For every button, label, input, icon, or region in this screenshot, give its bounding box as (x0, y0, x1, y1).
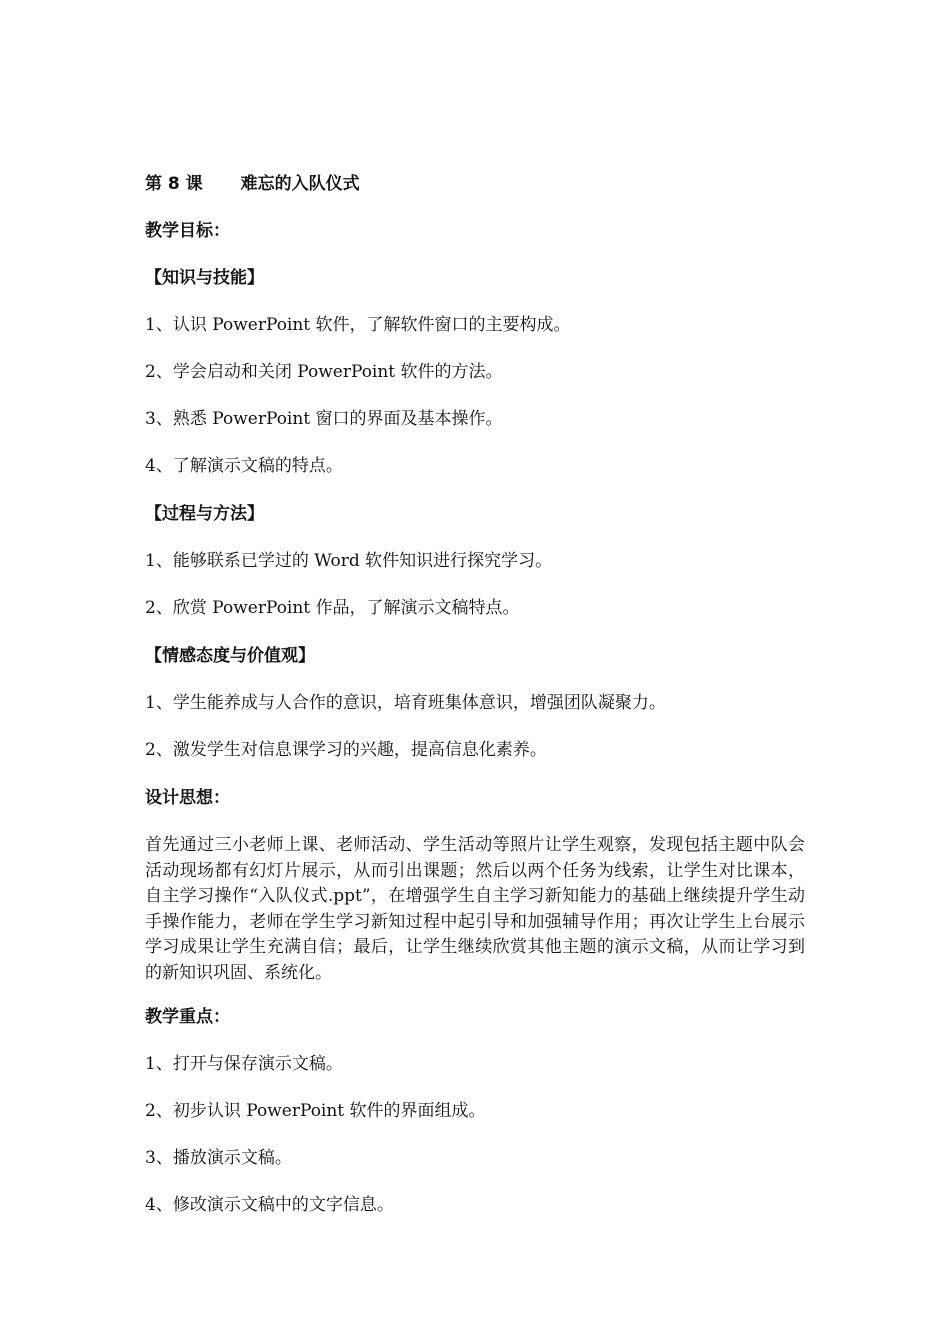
emotion-heading: 【情感态度与价值观】 (145, 646, 315, 666)
lesson-name: 难忘的入队仪式 (240, 174, 360, 194)
knowledge-item: 4、了解演示文稿的特点。 (145, 456, 343, 476)
key-point-item: 2、初步认识 PowerPoint 软件的界面组成。 (145, 1101, 486, 1121)
key-point-item: 3、播放演示文稿。 (145, 1148, 292, 1168)
emotion-item: 1、学生能养成与人合作的意识，培育班集体意识，增强团队凝聚力。 (145, 693, 666, 713)
key-point-item: 1、打开与保存演示文稿。 (145, 1054, 343, 1074)
lesson-number: 第 8 课 (145, 174, 203, 194)
lesson-heading (145, 172, 360, 196)
knowledge-heading: 【知识与技能】 (145, 268, 264, 288)
process-item: 1、能够联系已学过的 Word 软件知识进行探究学习。 (145, 551, 553, 571)
key-point-item: 4、修改演示文稿中的文字信息。 (145, 1195, 394, 1215)
process-item: 2、欣赏 PowerPoint 作品，了解演示文稿特点。 (145, 598, 520, 618)
knowledge-item: 1、认识 PowerPoint 软件，了解软件窗口的主要构成。 (145, 315, 571, 335)
knowledge-item: 2、学会启动和关闭 PowerPoint 软件的方法。 (145, 362, 503, 382)
knowledge-item: 3、熟悉 PowerPoint 窗口的界面及基本操作。 (145, 409, 503, 429)
process-heading: 【过程与方法】 (145, 504, 264, 524)
key-points-heading: 教学重点： (145, 1007, 230, 1027)
objectives-heading: 教学目标： (145, 221, 230, 241)
emotion-item: 2、激发学生对信息课学习的兴趣，提高信息化素养。 (145, 740, 547, 760)
design-paragraph: 首先通过三小老师上课、老师活动、学生活动等照片让学生观察，发现包括主题中队会活动现场都有幻灯片展示，从而引出课题；然后以两个任务为线索，让学生对比课本，自主学习操作“入队仪式.ppt”，在增强学生自主学习新知能力的基础上继续提升学生动手操作能力，老师在学生学习新知过程中起引导和加强辅导作用；再次让学生上台展示学习成果让学生充满自信；最后，让学生继续欣赏其他主题的演示文稿，从而让学习到的新知识巩固、系统化。 (145, 835, 805, 983)
design-heading: 设计思想： (145, 788, 230, 808)
